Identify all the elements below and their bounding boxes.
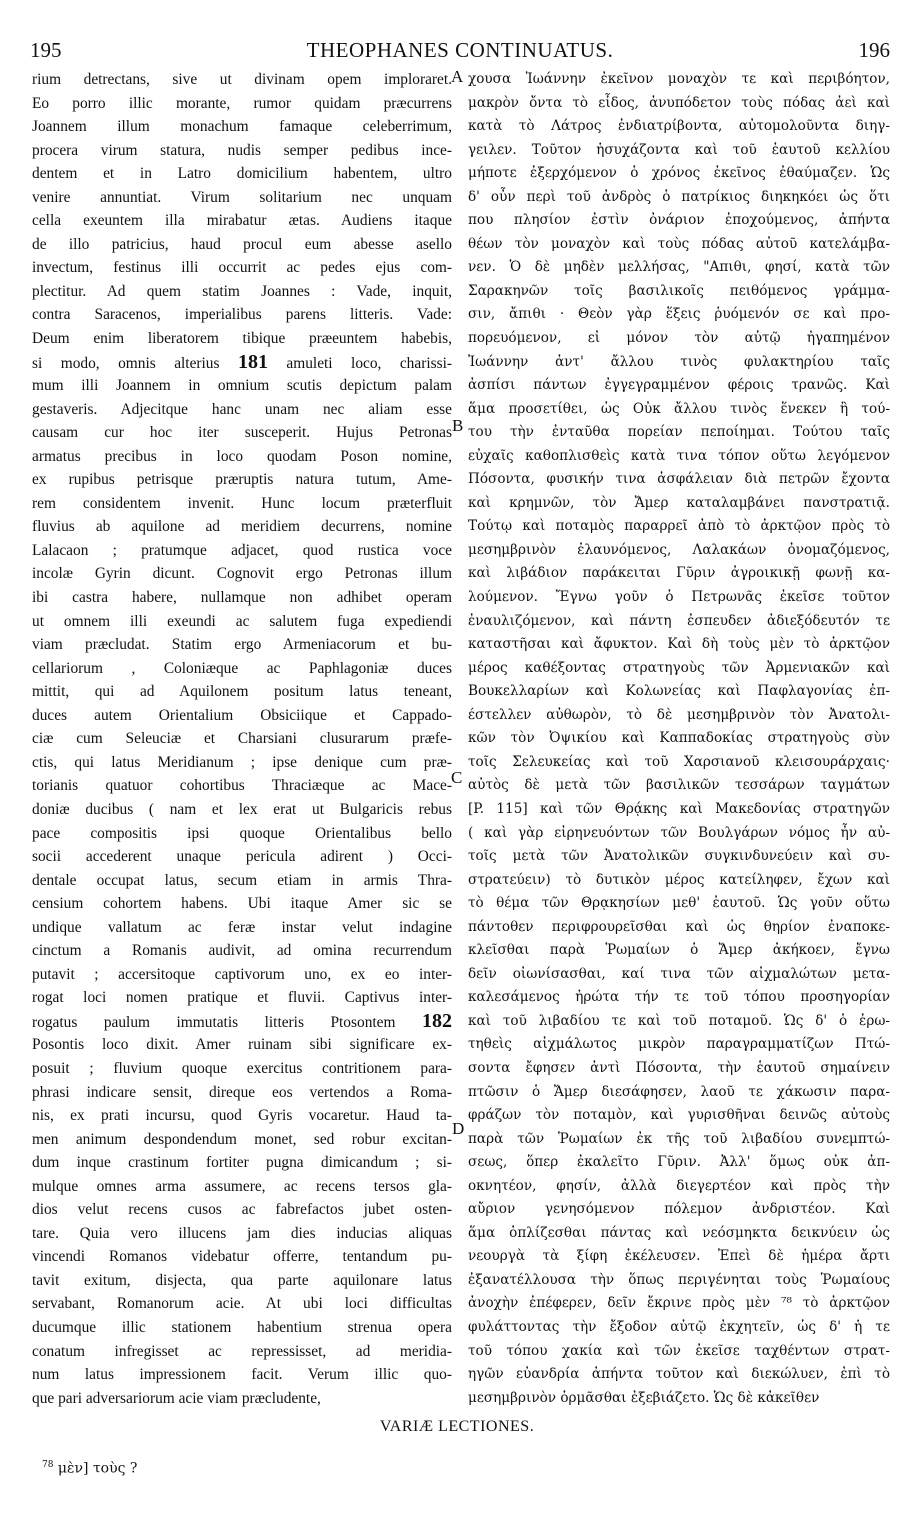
- latin-line: phrasi indicare sensit, direque eos vertendos a Roma-: [32, 1083, 452, 1101]
- greek-line: Ἰωάννην ἀντ' ἄλλου τινὸς φυλακτηρίου ταῖς: [468, 353, 890, 370]
- latin-line: mittit, qui ad Aquilonem positum latus teneant,: [32, 683, 452, 701]
- latin-line: rogat loci nomen pratique et fluvii. Captivus inter-: [32, 989, 452, 1007]
- latin-line: dum inque crastinum fortiter pugna dimicandum ; si-: [32, 1154, 452, 1172]
- greek-line: ἐναυλιζόμενον, καὶ πάντη ἐσπευδεν ἀδιεξόδευτόν τε: [468, 612, 890, 629]
- latin-line: ciæ cum Seleuciæ et Charsiani clusurarum præfe-: [32, 730, 452, 748]
- latin-line: ibi castra habere, nullamque non adhibet operam: [32, 589, 452, 607]
- greek-line: γειλεν. Τοῦτον ἡσυχάζοντα καὶ τοῦ ἑαυτοῦ κελλίου: [468, 141, 890, 158]
- latin-line: procera virum statura, nudis semper pedibus ince-: [32, 141, 452, 159]
- greek-line: μήποτε ἐξερχόμενον ὁ χρόνος ἐκεῖνος ἐθαύμαζεν. Ὡς: [468, 165, 890, 182]
- greek-line: καταστῆσαι καὶ ἄφυκτον. Καὶ δὴ τοὺς μὲν τὸ ἀρκτῷον: [468, 636, 890, 653]
- latin-line: venire annuntiat. Virum solitarium nec unquam: [32, 188, 452, 206]
- latin-line: Eo porro illic morante, rumor quidam præcurrens: [32, 94, 452, 112]
- latin-line: que pari adversariorum acie viam præcludente,: [32, 1389, 321, 1407]
- latin-line: Lalacaon ; pratumque adjacet, quod rustica voce: [32, 541, 452, 559]
- greek-line: που πλησίον ἐστὶν ὀνάριον ἐποχούμενος, ἀπήντα: [468, 212, 890, 229]
- greek-line: πορευόμενον, εἰ μόνον τὸν αὐτῷ ἠγαπημένον: [468, 330, 890, 347]
- greek-column: [468, 68, 890, 1410]
- latin-column: [32, 68, 452, 1410]
- latin-line: Posontis loco dixit. Amer ruinam sibi significare ex-: [32, 1036, 452, 1054]
- latin-line: rogatus paulum immutatis litteris Ptosontem 182: [32, 1009, 452, 1032]
- latin-line: dentale occupat latus, secum etiam in armis Thra-: [32, 871, 452, 889]
- latin-line: nis, ex prati incursu, quod Gyris vocaretur. Haud ta-: [32, 1107, 452, 1125]
- margin-marker-b: B: [452, 416, 464, 435]
- latin-line: si modo, omnis alterius 181 amuleti loco, charissi-: [32, 350, 452, 373]
- latin-line: men animum despondendum monet, sed robur excitan-: [32, 1130, 452, 1148]
- latin-line: rium detrectans, sive ut divinam opem imploraret.: [32, 71, 452, 88]
- latin-line: plectitur. Ad quem statim Joannes : Vade, inquit,: [32, 282, 452, 300]
- latin-line: armatus precibus in loco quodam Poson nomine,: [32, 447, 452, 465]
- folio-number: 182: [422, 1009, 452, 1032]
- footnote-number: 78: [42, 1460, 54, 1470]
- greek-line: Τούτῳ καὶ ποταμὸς παραρρεῖ ἀπὸ τὸ ἀρκτῷον πρὸς τὸ: [468, 518, 890, 535]
- greek-line: νεν. Ὁ δὲ μηδὲν μελλήσας, "Απιθι, φησί, κατὰ τῶν: [468, 259, 890, 276]
- greek-line: καλεσάμενος ἠρώτα τήν τε τοῦ τόπου προσηγορίαν: [468, 989, 890, 1006]
- greek-line: τοῦ τόπου χακία καὶ τῶν ἐκεῖσε ταχθέντων στρατ-: [468, 1342, 890, 1359]
- greek-line: ἀσπίσι πάντων ἐγγεγραμμένον φέροις τρανῶς. Καὶ: [468, 377, 890, 394]
- greek-line: σεως, ὅπερ ἐκαλεῖτο Γῦριν. Ἀλλ' ὅμως οὐκ ἀπ-: [468, 1154, 890, 1171]
- footnote-text: μὲν] τοὺς ?: [57, 1460, 138, 1477]
- page-header: [30, 38, 890, 66]
- latin-line: ex rupibus petrisque præruptis natura tutum, Ame-: [32, 471, 452, 489]
- latin-line: undique vallatum ac feræ instar velut indagine: [32, 918, 452, 936]
- greek-line: φυλάττοντας τὴν ἔξοδον αὐτῷ ἐκχητεῖν, ὡς δ' ἡ τε: [468, 1318, 890, 1335]
- greek-line: καὶ τοῦ λιβαδίου τε καὶ τοῦ ποταμοῦ. Ὡς δ' ὁ ἐρω-: [468, 1012, 890, 1029]
- greek-line: τὸ θέμα τῶν Θρᾳκησίων μεθ' ἑαυτοῦ. Ὡς γοῦν οὕτω: [468, 895, 890, 912]
- greek-line: Σαρακηνῶν τοῖς βασιλικοῖς πειθόμενος γράμμα-: [468, 282, 890, 299]
- latin-line: num latus impressionem facit. Verum illic quo-: [32, 1366, 452, 1384]
- folio-number: 181: [237, 350, 268, 373]
- greek-line: αὔριον γενησόμενον πόλεμον ἀνδριστέον. Καὶ: [468, 1201, 890, 1218]
- greek-line: τοῖς Σελευκείας καὶ τοῦ Χαρσιανοῦ κλεισουράρχαις·: [468, 753, 890, 770]
- latin-line: fluvius ab aquilone ad meridiem decurrens, nomine: [32, 518, 452, 536]
- greek-line: [P. 115] καὶ τῶν Θρᾴκης καὶ Μακεδονίας στρατηγῶν: [468, 800, 890, 817]
- margin-marker-a: A: [451, 67, 464, 86]
- latin-line: incolæ Gyrin dicunt. Cognovit ergo Petronas illum: [32, 565, 452, 583]
- greek-line: οκνητέον, φησίν, ἀλλὰ διεγερτέον καὶ πρὸς τὴν: [468, 1177, 890, 1194]
- running-title: THEOPHANES CONTINUATUS.: [306, 38, 614, 62]
- latin-line: ducumque illic stationem habentium strenua opera: [32, 1318, 452, 1336]
- greek-line: σιν, ἄπιθι · Θεὸν γὰρ ἕξεις ῥυόμενόν σε καὶ προ-: [468, 306, 890, 323]
- latin-line: Deum enim liberatorem tibique præeuntem habebis,: [32, 330, 452, 348]
- latin-line: posuit ; fluvium quoque exercitus contritionem para-: [32, 1059, 452, 1077]
- latin-line: torianis quatuor cohortibus Thraciæque ac Mace-: [32, 777, 452, 795]
- greek-line: κατὰ τὸ Λάτρος ἐνδιατρίβοντα, αὐτομολοῦντα διηγ-: [468, 118, 890, 135]
- footnote: [42, 1460, 137, 1477]
- latin-line: mum illi Joannem in omnium scutis depictum palam: [32, 377, 452, 395]
- latin-line: cellariorum , Coloniæque ac Paphlagoniæ duces: [32, 659, 452, 677]
- greek-line: ( καὶ γὰρ εἰρηνευόντων τῶν Βουλγάρων νόμος ἦν αὐ-: [468, 824, 890, 841]
- latin-line: tavit exitum, disjecta, qua parte aquilonare latus: [32, 1271, 452, 1289]
- latin-line: Joannem illum monachum famaque celeberrimum,: [32, 118, 452, 136]
- latin-line: causam cur hoc iter susceperit. Hujus Petronas: [32, 424, 452, 442]
- greek-line: θέων τὸν μοναχὸν καὶ τοὺς πόδας αὐτοῦ κατελάμβα-: [468, 235, 890, 252]
- greek-line: Πόσοντα, φυσικήν τινα ἀσφάλειαν διὰ πετρῶν ἔχοντα: [468, 471, 890, 488]
- latin-line: viam præcludat. Statim ergo Armeniacorum et bu-: [32, 636, 452, 654]
- latin-line: censium cohortem habens. Ubi itaque Amer sic se: [32, 895, 452, 913]
- greek-line: καὶ κρημνῶν, τὸν Ἄμερ καταλαμβάνει πανστρατιᾷ.: [468, 494, 890, 511]
- greek-line: κῶν τὸν Ὀψικίου καὶ Καππαδοκίας στρατηγοὺς σὺν: [468, 730, 890, 747]
- greek-line: Βουκελλαρίων καὶ Κολωνείας καὶ Παφλαγονίας ἐπ-: [468, 683, 890, 700]
- latin-line: socii accederent unaque pericula adirent ) Occi-: [32, 848, 452, 866]
- latin-line: doniæ ducibus ( nam et lex erat ut Bulgaricis rebus: [32, 800, 452, 818]
- latin-line: conatum infregisset ac repressisset, ad meridia-: [32, 1342, 452, 1360]
- greek-line: ηγῶν εὐανδρία ἀπήντα τοῦτον καὶ διεκώλυεν, ἐπὶ τὸ: [468, 1366, 890, 1383]
- latin-line: putavit ; accersitoque captivorum uno, ex eo inter-: [32, 965, 452, 983]
- greek-line: του τὴν ἐνταῦθα πορείαν πεποίημαι. Τούτου ταῖς: [468, 424, 890, 441]
- latin-line: mulque omnes arma assumere, ac recens tersos gla-: [32, 1177, 452, 1195]
- greek-line: ἐξανατέλλουσα τὴν ὅπως περιγένηται τοὺς Ῥωμαίους: [468, 1271, 890, 1288]
- latin-line: dentem et in Latro domicilium habentem, ultro: [32, 165, 452, 183]
- greek-line: μακρὸν ὄντα τὸ εἶδος, ἀνυπόδετον τοὺς πόδας ἀεὶ καὶ: [468, 94, 890, 111]
- greek-line: μεσημβρινὸν ὁρμᾶσθαι ἐξεβιάζετο. Ὡς δὲ κἀκεῖθεν: [468, 1389, 820, 1406]
- greek-line: παρὰ τῶν Ῥωμαίων ἐκ τῆς τοῦ λιβαδίου συνεμπτώ-: [468, 1130, 890, 1147]
- greek-line: πάντοθεν περιφρουρεῖσθαι καὶ ὡς θηρίον ἐναποκε-: [468, 918, 890, 935]
- latin-line: ut omnem illi exeundi ac salutem fuga expediendi: [32, 612, 452, 630]
- latin-line: pace compositis ipsi quoque Orientalibus bello: [32, 824, 452, 842]
- greek-line: τοῖς μετὰ τῶν Ἀνατολικῶν συγκινδυνεύειν καὶ συ-: [468, 848, 890, 865]
- greek-line: στρατεύειν) τὸ δυτικὸν μέρος κατείληφεν, ἔχων καὶ: [468, 871, 890, 888]
- greek-line: σοντα ἔφησεν ἀντὶ Πόσοντα, τὴν ἑαυτοῦ σημαίνειν: [468, 1059, 890, 1076]
- greek-line: τηθεὶς αἰχμάλωτος μικρὸν παραγραμματίζων Πτώ-: [468, 1036, 890, 1053]
- margin-marker-d: D: [452, 1119, 465, 1138]
- greek-line: πτῶσιν ὁ Ἄμερ διεσάφησεν, λαοῦ τε χάκωσιν παρα-: [468, 1083, 890, 1100]
- greek-line: δ' οὖν περὶ τοῦ ἀνδρὸς ὁ πατρίκιος διηκηκόει ὡς ὅτι: [468, 188, 890, 205]
- variae-lectiones-heading: VARIÆ LECTIONES.: [379, 1418, 535, 1435]
- greek-line: λούμενον. Ἔγνω γοῦν ὁ Πετρωνᾶς ἐκεῖσε τοῦτον: [468, 589, 890, 606]
- latin-line: cinctum a Romanis audivit, ad omina recurrendum: [32, 942, 452, 960]
- greek-line: έστελλεν αὐθωρὸν, τὸ δὲ μεσημβρινὸν τὸν Ἀνατολι-: [468, 706, 890, 723]
- latin-line: invectum, festinus illi occurrit ac pedes ejus com-: [32, 259, 452, 277]
- latin-line: vincendi Romanos videbatur offerre, tentandum pu-: [32, 1248, 452, 1266]
- latin-line: ctis, qui latus Meridianum ; ipse denique cum præ-: [32, 753, 452, 771]
- greek-line: φράζων τὸν ποταμὸν, καὶ γυρισθῆναι δεινῶς αὐτοὺς: [468, 1107, 890, 1124]
- greek-line: μεσημβρινὸν ἐλαυνόμενος, Λαλακάων ὀνομαζόμενος,: [468, 541, 890, 558]
- right-page-number: 196: [858, 38, 890, 62]
- left-page-number: 195: [30, 38, 62, 62]
- latin-line: contra Saracenos, imperialibus parens litteris. Vade:: [32, 306, 452, 324]
- greek-line: αὐτὸς δὲ μετὰ τῶν βασιλικῶν τεσσάρων ταγμάτων: [468, 777, 890, 794]
- greek-line: μέρος καθέξοντας στρατηγοὺς τῶν Ἀρμενιακῶν καὶ: [468, 659, 890, 676]
- latin-line: servabant, Romanorum acie. At ubi loci difficultas: [32, 1295, 452, 1313]
- greek-line: χουσα Ἰωάννην ἐκεῖνον μοναχὸν τε καὶ περιβόητον,: [468, 71, 890, 87]
- latin-line: duces autem Orientalium Obsiciique et Cappado-: [32, 706, 452, 724]
- greek-line: καὶ λιβάδιον παράκειται Γῦριν ἀγροικικῇ φωνῇ κα-: [468, 565, 890, 582]
- greek-line: εὐχαῖς καθοπλισθεὶς κατὰ τινα τόπον οὕτω λεγόμενον: [468, 447, 890, 464]
- greek-line: δεῖν οἰωνίσασθαι, καί τινα τῶν αἰχμαλώτων μετα-: [468, 965, 890, 982]
- greek-line: ἅμα ὁπλίζεσθαι πάντας καὶ νεόσμηκτα δεικνύειν ὡς: [468, 1224, 890, 1241]
- greek-line: κλεῖσθαι παρὰ Ῥωμαίων ὁ Ἄμερ ἀκήκοεν, ἔγνω: [468, 942, 890, 959]
- greek-line: ἀνοχὴν ἐπέφερεν, δεῖν ἔκρινε πρὸς μὲν ⁷⁸ τὸ ἀρκτῷον: [468, 1295, 890, 1312]
- greek-line: νεουργὰ τὰ ξίφη ἐκέλευσεν. Ἐπεὶ δὲ ἡμέρα ἄρτι: [468, 1248, 890, 1265]
- greek-line: ἅμα προσετίθει, ὡς Οὐκ ἄλλου τινὸς ἕνεκεν ἢ τού-: [468, 400, 890, 417]
- latin-line: gestaveris. Adjecitque hanc unam nec aliam esse: [32, 400, 452, 418]
- latin-line: dios velut recens cusos ac fabrefactos jubet osten-: [32, 1201, 452, 1219]
- latin-line: tare. Quia vero illucens jam dies inducias aliquas: [32, 1224, 452, 1242]
- latin-line: rem considentem invenit. Hunc locum præterfluit: [32, 494, 452, 512]
- latin-line: cella exeuntem illa mirabatur ætas. Audiens itaque: [32, 212, 452, 230]
- margin-marker-c: C: [451, 768, 463, 787]
- latin-line: de illo patricius, haud procul eum abesse asello: [32, 235, 452, 253]
